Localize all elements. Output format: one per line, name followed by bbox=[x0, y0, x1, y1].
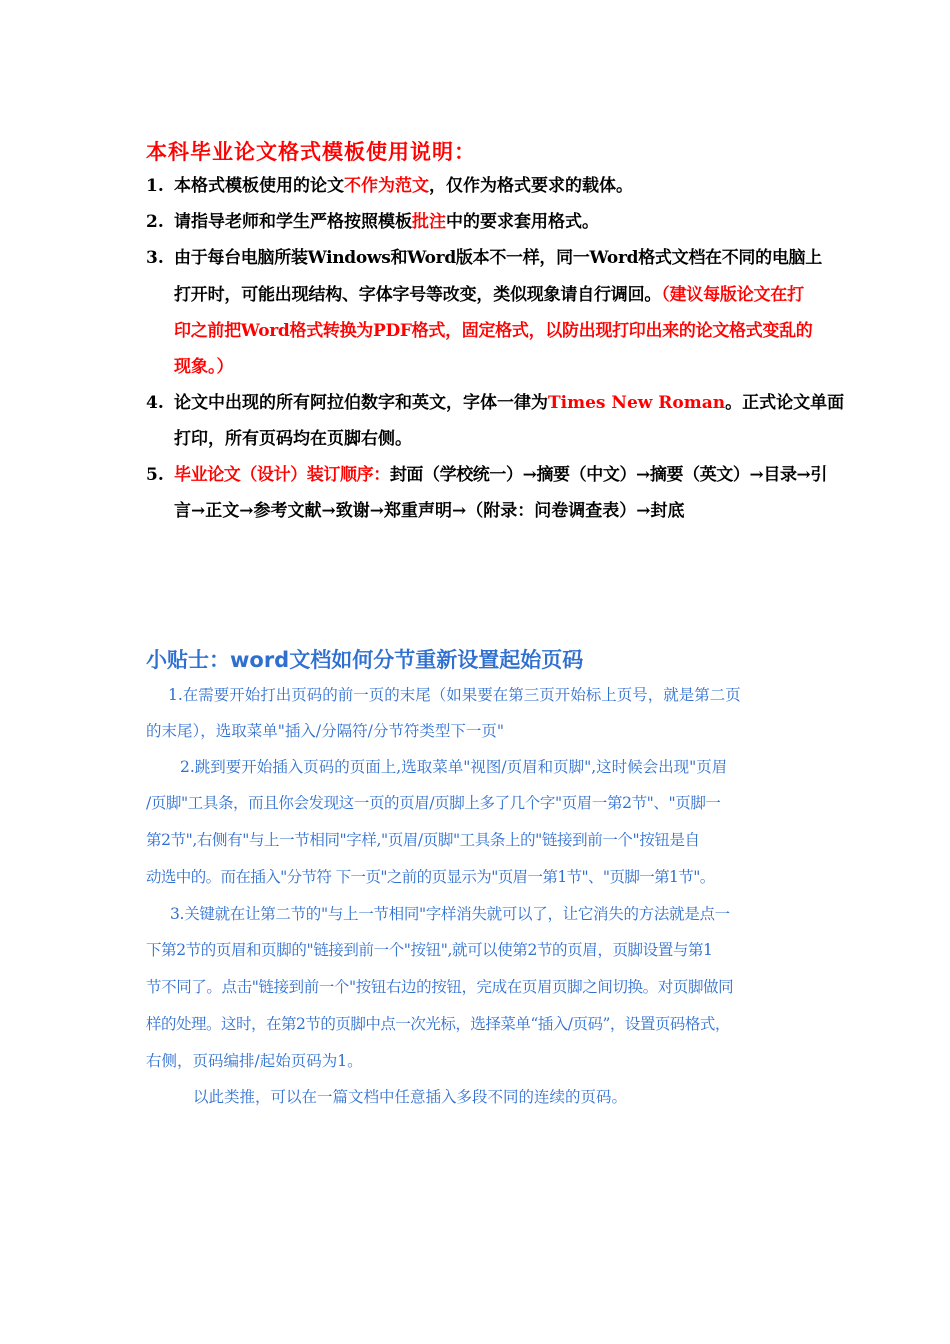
list-item-5-line-2: 言→正文→参考文献→致谢→郑重声明→（附录：问卷调查表）→封底 bbox=[174, 501, 685, 521]
list-item-4 bbox=[146, 392, 164, 414]
list-item-3-line-2: 打开时，可能出现结构、字体字号等改变，类似现象请自行调回。（建议每版论文在打 bbox=[174, 285, 804, 305]
highlight-text: （建议每版论文在打 bbox=[661, 285, 804, 305]
tip-line-3: 2.跳到要开始插入页码的页面上,选取菜单"视图/页眉和页脚",这时候会出现"页眉 bbox=[180, 758, 728, 776]
highlight-text: 批注 bbox=[412, 212, 446, 232]
list-item-3-line-3: 印之前把Word格式转换为PDF格式，固定格式，以防出现打印出来的论文格式变乱的 bbox=[174, 321, 813, 341]
tip-line-12: 以此类推，可以在一篇文档中任意插入多段不同的连续的页码。 bbox=[193, 1088, 628, 1106]
list-item-3-line-1: 由于每台电脑所装Windows和Word版本不一样，同一Word格式文档在不同的电脑上 bbox=[174, 248, 822, 268]
list-item-2 bbox=[146, 211, 164, 233]
list-item-4-line-2: 打印，所有页码均在页脚右侧。 bbox=[174, 429, 412, 449]
tip-line-6: 动选中的。而在插入"分节符 下一页"之前的页显示为"页眉一第1节"、"页脚一第1节"。 bbox=[146, 868, 715, 886]
section2-title: 小贴士：word文档如何分节重新设置起始页码 bbox=[146, 648, 584, 672]
list-item-1 bbox=[146, 175, 164, 197]
tip-line-4: /页脚"工具条，而且你会发现这一页的页眉/页脚上多了几个字"页眉一第2节"、"页脚一 bbox=[146, 794, 721, 812]
item-number: 2. bbox=[146, 212, 164, 232]
item-number: 3. bbox=[146, 248, 164, 268]
highlight-text: 毕业论文（设计）装订顺序： bbox=[174, 465, 390, 485]
item-number: 4. bbox=[146, 393, 164, 413]
tip-line-7: 3.关键就在让第二节的"与上一节相同"字样消失就可以了，让它消失的方法就是点一 bbox=[170, 905, 730, 923]
tip-line-10: 样的处理。这时，在第2节的页脚中点一次光标，选择菜单“插入/页码”，设置页码格式， bbox=[146, 1015, 730, 1033]
tip-line-2: 的末尾），选取菜单"插入/分隔符/分节符类型下一页" bbox=[146, 722, 504, 740]
list-item-2-line-1: 请指导老师和学生严格按照模板批注中的要求套用格式。 bbox=[174, 212, 599, 232]
tip-line-1: 1.在需要开始打出页码的前一页的末尾（如果要在第三页开始标上页号，就是第二页 bbox=[168, 686, 741, 704]
item-number: 1. bbox=[146, 176, 164, 196]
tip-line-8: 下第2节的页眉和页脚的"链接到前一个"按钮",就可以使第2节的页眉，页脚设置与第1 bbox=[146, 941, 713, 959]
list-item-5-line-1: 毕业论文（设计）装订顺序：封面（学校统一）→摘要（中文）→摘要（英文）→目录→引 bbox=[174, 465, 827, 485]
highlight-text: Times New Roman bbox=[548, 393, 726, 413]
list-item-3 bbox=[146, 247, 164, 269]
tip-line-9: 节不同了。点击"链接到前一个"按钮右边的按钮，完成在页眉页脚之间切换。对页脚做同 bbox=[146, 978, 734, 996]
section1-title: 本科毕业论文格式模板使用说明： bbox=[146, 139, 476, 164]
tip-line-11: 右侧，页码编排/起始页码为1。 bbox=[146, 1052, 363, 1070]
list-item-5 bbox=[146, 464, 164, 486]
highlight-text: 不作为范文 bbox=[344, 176, 429, 196]
list-item-1-line-1: 本格式模板使用的论文不作为范文，仅作为格式要求的载体。 bbox=[174, 176, 633, 196]
item-number: 5. bbox=[146, 465, 164, 485]
tip-line-5: 第2节",右侧有"与上一节相同"字样,"页眉/页脚"工具条上的"链接到前一个"按钮是自 bbox=[146, 831, 700, 849]
list-item-3-line-4: 现象。） bbox=[174, 357, 234, 377]
list-item-4-line-1: 论文中出现的所有阿拉伯数字和英文，字体一律为Times New Roman。正式论文单面 bbox=[174, 393, 845, 413]
